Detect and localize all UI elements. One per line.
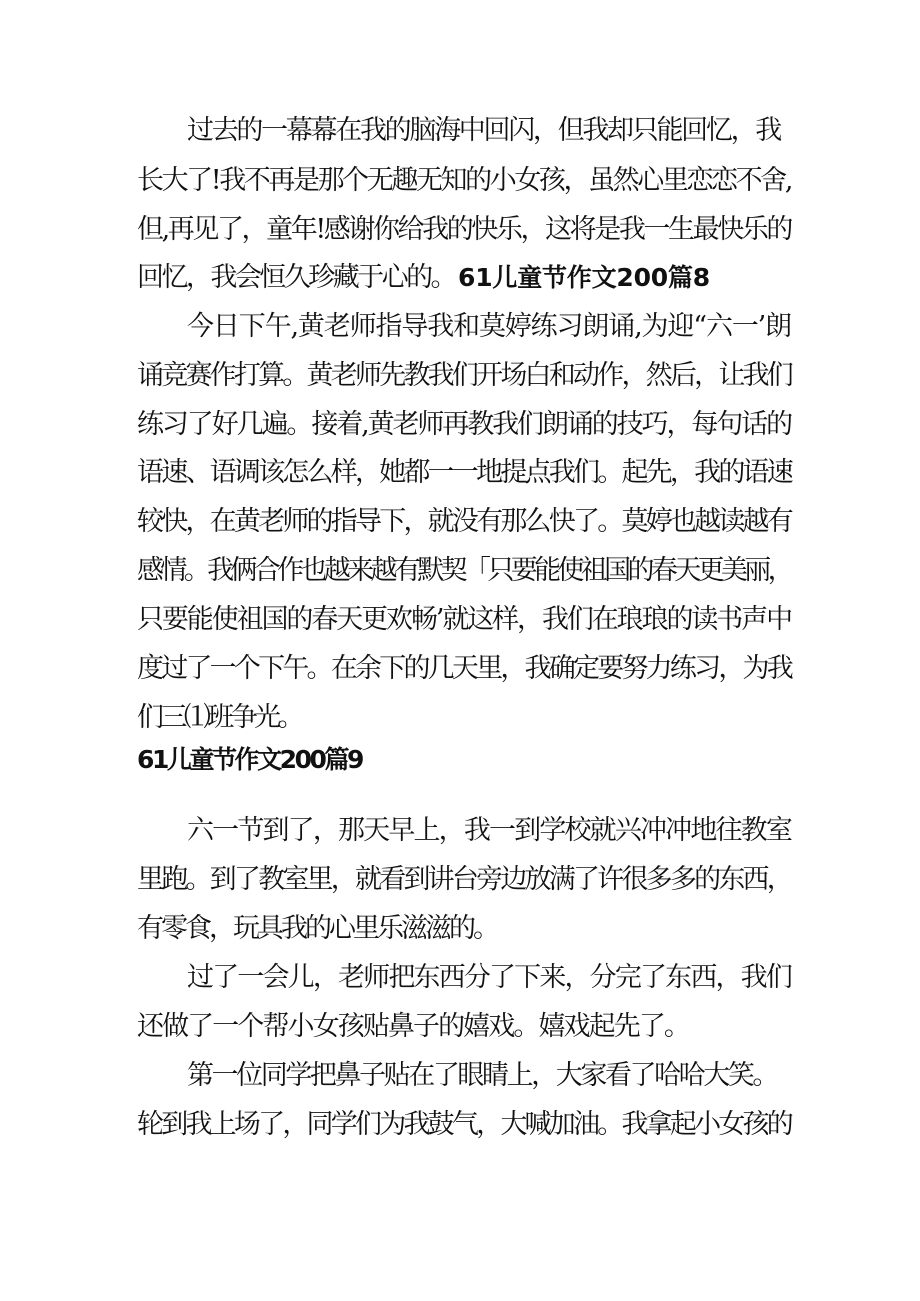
text-line [0,157,920,205]
body-text: 还做了一个帮小女孩贴鼻子的嬉戏。嬉戏起先了。 [137,1011,689,1042]
body-text: 练习了好几遍。接着,黄老师再教我们朗诵的技巧，每句话的 [137,409,791,440]
body-text: 今日下午,黄老师指导我和莫婷练习朗诵,为迎“六一’朗 [187,311,791,342]
body-text: 感情。我俩合作也越来越有默契「只要能使祖国的春天更美丽， [137,555,791,586]
text-line [0,856,920,904]
text-line [0,449,920,497]
body-text: 有零食，玩具我的心里乐滋滋的。 [137,913,497,944]
body-text: 长大了!我不再是那个无趣无知的小女孩，虽然心里恋恋不舍, [137,165,791,196]
text-line [0,694,920,742]
text-line [0,303,920,351]
text-line [0,807,920,855]
text-line [0,107,920,155]
body-text: 轮到我上场了，同学们为我鼓气，大喊加油。我拿起小女孩的 [137,1109,791,1140]
body-text: 只要能使祖国的春天更欢畅’就这样，我们在琅琅的读书声中 [137,604,791,635]
body-text: 六一节到了，那天早上，我一到学校就兴冲冲地往教室 [187,815,791,846]
text-line [0,498,920,546]
body-text: 第一位同学把鼻子贴在了眼睛上，大家看了哈哈大笑。 [187,1060,777,1091]
text-line [0,1052,920,1100]
text-line [0,645,920,693]
body-text: 过了一会儿，老师把东西分了下来，分完了东西，我们 [187,962,791,993]
text-line [0,254,920,302]
text-line [0,1003,920,1051]
text-line [0,352,920,400]
body-text: 诵竞赛作打算。黄老师先教我们开场白和动作，然后，让我们 [137,360,791,391]
body-text: 但,再见了，童年!感谢你给我的快乐，这将是我一生最快乐的 [137,214,791,245]
body-text: 过去的一幕幕在我的脑海中回闪，但我却只能回忆，我 [187,115,780,146]
body-text: 度过了一个下午。在余下的几天里，我确定要努力练习，为我 [137,653,791,684]
text-line [0,1101,920,1149]
body-text: 回忆，我会恒久珍藏于心的。 [137,262,455,293]
body-text: 里跑。到了教室里，就看到讲台旁边放满了许很多多的东西， [137,864,791,895]
body-text: 语速、语调该怎么样，她都一一地提点我们。起先，我的语速 [137,457,791,488]
text-line [0,206,920,254]
section-heading: 61儿童节作文200篇8 [458,263,710,292]
body-text: 较快，在黄老师的指导下，就没有那么快了。莫婷也越读越有 [137,506,791,537]
text-line [0,905,920,953]
text-line [0,547,920,595]
text-line [0,401,920,449]
text-line [0,596,920,644]
section-heading-line [0,736,920,784]
text-line [0,954,920,1002]
section-heading: 61儿童节作文200篇9 [137,745,362,774]
body-text: 们三⑴班争光。 [137,702,301,733]
